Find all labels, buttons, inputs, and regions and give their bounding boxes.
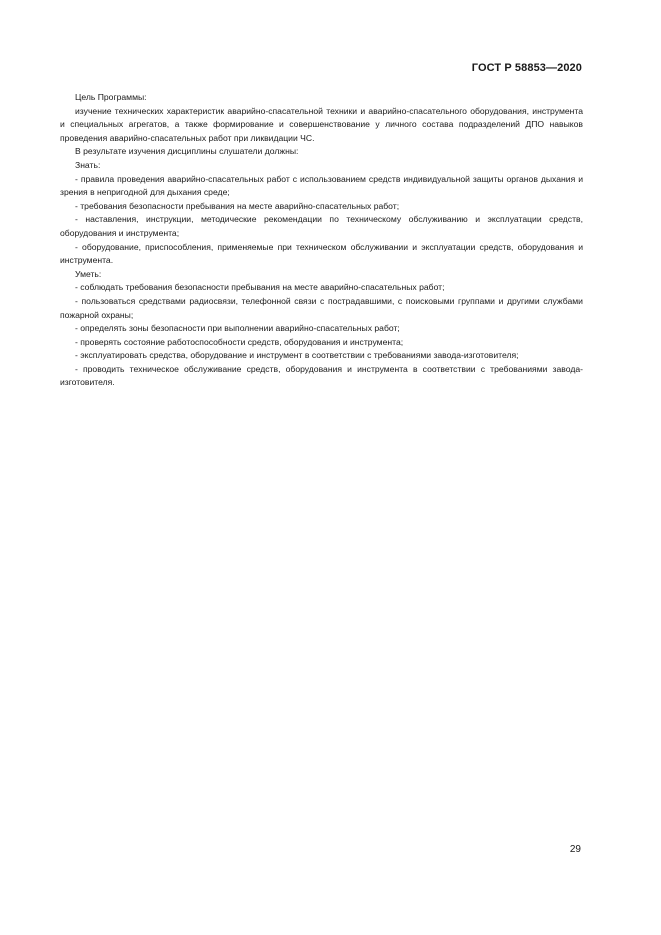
list-item: - наставления, инструкции, методические рекомендации по техническому обслуживанию и эксплуатации средств, оборудования и инструмента; <box>60 214 583 238</box>
goal-heading: Цель Программы: <box>75 92 147 102</box>
list-item: - проверять состояние работоспособности средств, оборудования и инструмента; <box>75 336 404 347</box>
list-item: - требования безопасности пребывания на месте аварийно-спасательных работ; <box>75 200 400 211</box>
list-item: - пользоваться средствами радиосвязи, телефонной связи с пострадавшими, с поисковыми группами и другими службами пожарной охраны; <box>60 295 583 320</box>
list-item: - оборудование, приспособления, применяемые при техническом обслуживании и эксплуатации средств, оборудования и инструмента. <box>60 241 583 266</box>
able-heading: Уметь: <box>75 268 102 279</box>
outcomes-intro: В результате изучения дисциплины слушатели должны: <box>75 146 299 157</box>
goal-text: изучение технических характеристик аварийно-спасательной техники и аварийно-спасательного оборудования, инструмента и специальных агрегатов, а также формирование и совершенствование у личного состава подразделений ДПО навыков проведения аварийно-спасательных работ при ликвидации ЧС. <box>60 105 583 143</box>
document-body <box>60 91 583 390</box>
list-item: - определять зоны безопасности при выполнении аварийно-спасательных работ; <box>75 323 400 334</box>
list-item: - соблюдать требования безопасности пребывания на месте аварийно-спасательных работ; <box>75 282 445 293</box>
list-item: - правила проведения аварийно-спасательных работ с использованием средств индивидуальной защиты органов дыхания и зрения в непригодной для дыхания среде; <box>60 173 583 198</box>
list-item: - эксплуатировать средства, оборудование и инструмент в соответствии с требованиями завода-изготовителя; <box>75 350 519 361</box>
know-heading: Знать: <box>75 159 101 170</box>
document-standard-header: ГОСТ Р 58853—2020 <box>471 62 582 74</box>
page-number: 29 <box>569 844 581 855</box>
list-item: - проводить техническое обслуживание средств, оборудования и инструмента в соответствии с требованиями завода-изготовителя. <box>60 363 583 388</box>
